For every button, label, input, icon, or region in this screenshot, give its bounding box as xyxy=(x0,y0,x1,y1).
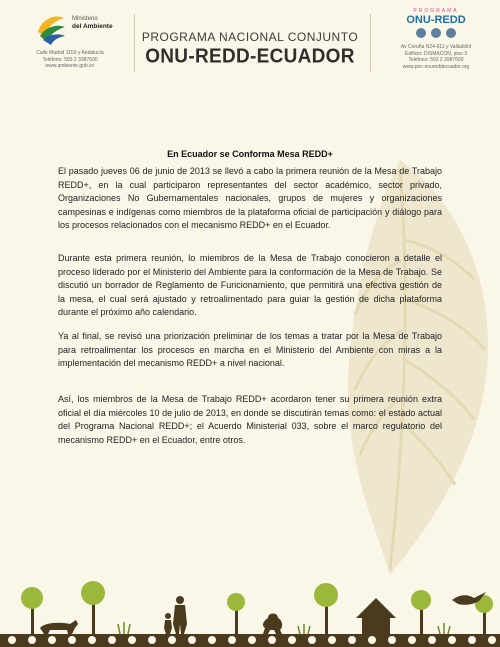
un-redd-name: ONU-REDD xyxy=(406,14,466,26)
header-divider xyxy=(134,14,135,72)
ministry-logo xyxy=(10,10,130,90)
undp-icon xyxy=(431,28,441,38)
paragraph: El pasado jueves 06 de junio de 2013 se llevó a cabo la primera reunión de la Mesa de Trabajo REDD+, en la cual participaron representantes del sector académico, sector privado, Organizaciones No Gubernamentales nacionales, grupos de mujeres y organizaciones campesinas e indígenas como miembros de la plataforma oficial de participación y diálogo para los procesos relacionados con el mecanismo REDD+ en el Ecuador. xyxy=(58,166,442,231)
ministry-phone: Teléfono: 593 2 3987600 xyxy=(42,56,98,63)
un-agency-logos xyxy=(380,28,492,38)
tree-icon xyxy=(81,581,105,634)
jaguar-icon xyxy=(40,620,78,634)
people-icon xyxy=(164,596,187,634)
paragraph: Durante esta primera reunión, lo miembros de la Mesa de Trabajo conocieron a detalle el proceso liderado por el Ministerio del Ambiente para la conformación de la Mesa de Trabajo. Se discutió un borrador de Reglamento de Funcionamiento, que permitirá una efectiva gestión de la mesa, el cual será ajustado y retroalimentado para guiar la gestión de dicha plataforma durante el próximo año calendario. xyxy=(58,253,442,318)
un-redd-logo xyxy=(380,8,492,93)
un-redd-building: Edificio: DISMACON, piso 3 xyxy=(405,50,467,57)
un-redd-website: www.pnc-onureddecuador.org xyxy=(402,63,470,70)
ministry-address-line: Calle Madrid 1159 y Andalucía xyxy=(36,50,104,56)
ministry-address xyxy=(10,50,130,70)
unep-icon xyxy=(446,28,456,38)
header-divider xyxy=(370,14,371,72)
ministry-name-line1: Ministerio xyxy=(72,16,98,22)
fao-icon xyxy=(416,28,426,38)
tree-icon xyxy=(314,583,338,634)
document-title: En Ecuador se Conforma Mesa REDD+ xyxy=(167,149,333,159)
monkey-icon xyxy=(263,614,282,635)
program-title-block xyxy=(140,30,360,68)
ministry-logo-icon xyxy=(34,12,68,46)
program-subtitle: ONU-REDD-ECUADOR xyxy=(145,45,355,68)
footer-illustration xyxy=(0,560,500,647)
un-redd-address xyxy=(380,44,492,70)
ministry-name xyxy=(72,16,132,31)
ministry-name-line2: del Ambiente xyxy=(72,23,113,30)
ministry-website: www.ambiente.gob.ec xyxy=(45,63,95,69)
tree-icon xyxy=(21,587,43,634)
hut-icon xyxy=(356,598,396,634)
tree-icon xyxy=(411,590,431,634)
un-redd-address-line: Av Coruña N24-611 y Valladolid xyxy=(400,44,472,50)
paragraph: Ya al final, se revisó una priorización preliminar de los temas a tratar por la Mesa de Trabajo para retroalimentar los procesos en marcha en el Ministerio del Ambiente con miras a la implementación del mecanismo REDD+ a nivel nacional. xyxy=(58,331,442,369)
program-title: PROGRAMA NACIONAL CONJUNTO xyxy=(141,30,359,44)
tree-icon xyxy=(227,593,245,634)
un-redd-top-label: PROGRAMA xyxy=(413,8,459,14)
paragraph: Así, los miembros de la Mesa de Trabajo REDD+ acordaron tener su primera reunión extra oficial el día miércoles 10 de julio de 2013, en donde se discutirán temas como: el estado actual del Programa Nacional REDD+; el Acuerdo Ministerial 033, sobre el marco regulatorio del mecanismo REDD+ en el Ecuador, entre otros. xyxy=(58,394,442,445)
letterhead xyxy=(0,0,500,96)
un-redd-phone: Teléfono: 593 2 3987600 xyxy=(408,57,464,63)
